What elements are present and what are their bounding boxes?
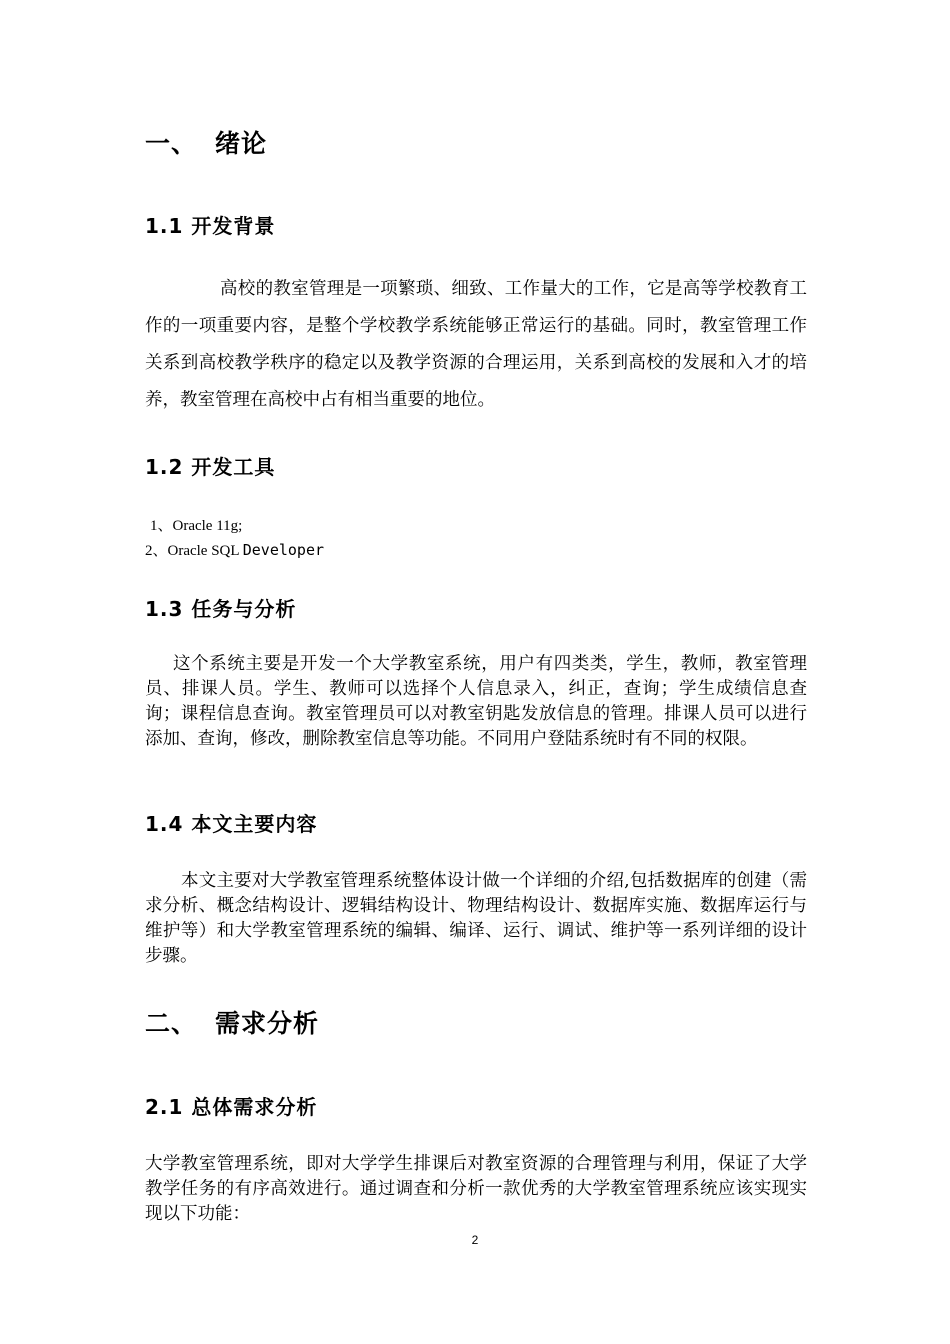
chapter-2-heading (145, 1004, 807, 1040)
tool-item-2-suffix: Developer (242, 541, 325, 559)
chapter-2-number: 二、 (145, 1009, 198, 1038)
chapter-2-title: 需求分析 (215, 1009, 320, 1038)
chapter-1-heading (145, 124, 807, 160)
tool-item-2 (145, 538, 807, 563)
section-1-2-heading: 1.2 开发工具 (145, 455, 276, 479)
tool-item-2-prefix: 2、Oracle SQL (145, 543, 243, 559)
section-2-1-heading: 2.1 总体需求分析 (145, 1095, 318, 1119)
section-2-1-paragraph: 大学教室管理系统，即对大学学生排课后对教室资源的合理管理与利用，保证了大学教学任务的有序高效进行。通过调查和分析一款优秀的大学教室管理系统应该实现实现以下功能： (145, 1154, 807, 1224)
section-1-1-heading: 1.1 开发背景 (145, 214, 276, 238)
section-1-4-paragraph: 本文主要对大学教室管理系统整体设计做一个详细的介绍,包括数据库的创建（需求分析、概念结构设计、逻辑结构设计、物理结构设计、数据库实施、数据库运行与维护等）和大学教室管理系统的编辑、编译、运行、调试、维护等一系列详细的设计步骤。 (145, 871, 807, 966)
chapter-1-title: 绪论 (215, 129, 268, 158)
section-1-3-paragraph: 这个系统主要是开发一个大学教室系统，用户有四类类，学生，教师，教室管理员、排课人员。学生、教师可以选择个人信息录入，纠正，查询；学生成绩信息查询；课程信息查询。教室管理员可以对教室钥匙发放信息的管理。排课人员可以进行添加、查询，修改，删除教室信息等功能。不同用户登陆系统时有不同的权限。 (145, 654, 807, 749)
section-1-1-paragraph: 高校的教室管理是一项繁琐、细致、工作量大的工作，它是高等学校教育工作的一项重要内容，是整个学校教学系统能够正常运行的基础。同时，教室管理工作关系到高校教学秩序的稳定以及教学资源的合理运用，关系到高校的发展和入才的培养，教室管理在高校中占有相当重要的地位。 (145, 279, 807, 410)
chapter-1-number: 一、 (145, 129, 198, 158)
section-1-3-heading: 1.3 任务与分析 (145, 597, 297, 621)
section-1-4-heading: 1.4 本文主要内容 (145, 812, 318, 836)
page-number: 2 (471, 1233, 479, 1247)
tool-item-1: 1、Oracle 11g; (150, 518, 243, 534)
